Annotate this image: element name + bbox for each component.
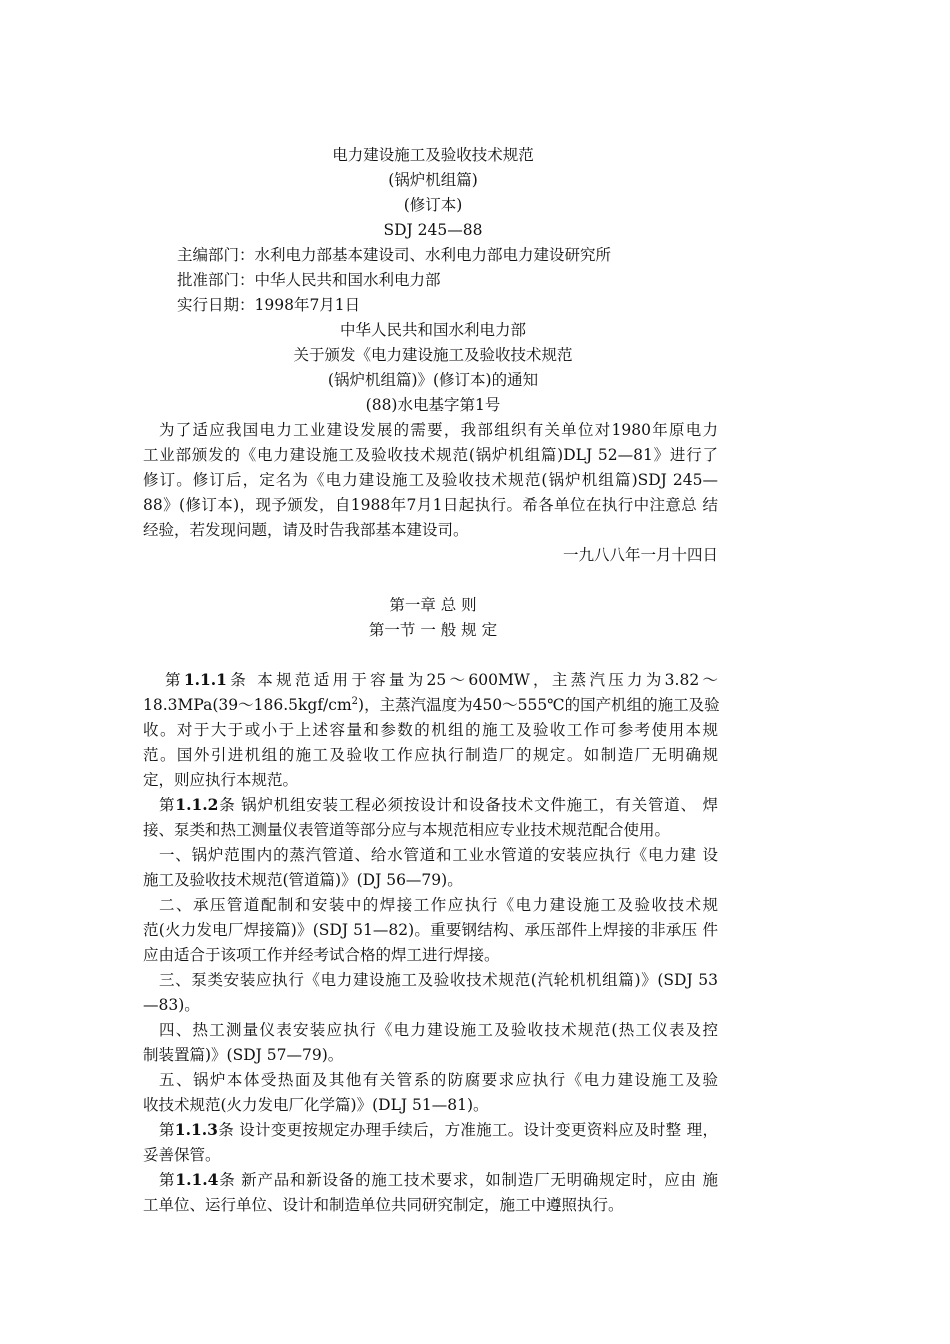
article-line: 工单位、运行单位、设计和制造单位共同研究制定，施工中遵照执行。 xyxy=(143,1196,624,1214)
item-line: 制装置篇)》(SDJ 57—79)。 xyxy=(143,1046,344,1064)
article-1-1-2-line1 xyxy=(159,793,718,817)
article-line: 范。国外引进机组的施工及验收工作应执行制造厂的规定。如制造厂无明确规 xyxy=(143,746,718,764)
article-1-1-1-line2 xyxy=(143,693,718,717)
section-title: 第一节 一 般 规 定 xyxy=(368,621,498,639)
item-line: 五、锅炉本体受热面及其他有关管系的防腐要求应执行《电力建设施工及验 xyxy=(159,1071,718,1089)
notice-body-line: 修订。修订后，定名为《电力建设施工及验收技术规范(锅炉机组篇)SDJ 245— xyxy=(143,471,718,489)
notice-number: (88)水电基字第1号 xyxy=(365,396,501,414)
editor-dept: 主编部门：水利电力部基本建设司、水利电力部电力建设研究所 xyxy=(177,246,612,264)
article-text: 条 锅炉机组安装工程必须按设计和设备技术文件施工，有关管道、 焊 xyxy=(218,796,718,814)
article-prefix: 第 xyxy=(159,796,176,814)
article-text: 条 新产品和新设备的施工技术要求，如制造厂无明确规定时，应由 施 xyxy=(218,1171,718,1189)
item-line: 应由适合于该项工作并经考试合格的焊工进行焊接。 xyxy=(143,946,500,964)
article-prefix: 第 xyxy=(165,671,184,689)
item-line: 三、泵类安装应执行《电力建设施工及验收技术规范(汽轮机机组篇)》(SDJ 53 xyxy=(159,971,718,989)
chapter-title: 第一章 总 则 xyxy=(389,596,477,614)
article-prefix: 第 xyxy=(159,1171,176,1189)
item-line: 收技术规范(火力发电厂化学篇)》(DLJ 51—81)。 xyxy=(143,1096,489,1114)
article-text: 条 设计变更按规定办理手续后，方准施工。设计变更资料应及时整 理， xyxy=(217,1121,718,1139)
article-1-1-1-line1 xyxy=(165,668,718,692)
article-number: 1.1.3 xyxy=(174,1120,218,1139)
item-line: 四、热工测量仪表安装应执行《电力建设施工及验收技术规范(热工仪表及控 xyxy=(159,1021,718,1039)
effective-date: 实行日期：1998年7月1日 xyxy=(177,296,361,314)
article-line: 收。对于大于或小于上述容量和参数的机组的施工及验收工作可参考使用本规 xyxy=(143,721,718,739)
item-line: 一、锅炉范围内的蒸汽管道、给水管道和工业水管道的安装应执行《电力建 设 xyxy=(159,846,718,864)
item-line: 范(火力发电厂焊接篇)》(SDJ 51—82)。重要钢结构、承压部件上焊接的非承压 件 xyxy=(143,921,718,939)
item-line: 施工及验收技术规范(管道篇)》(DJ 56—79)。 xyxy=(143,871,463,889)
notice-body-line: 88》(修订本)，现予颁发，自1988年7月1日起执行。希各单位在执行中注意总 结 xyxy=(143,496,718,514)
article-line: 妥善保管。 xyxy=(143,1146,221,1164)
notice-body-line: 工业部颁发的《电力建设施工及验收技术规范(锅炉机组篇)DLJ 52—81》进行了 xyxy=(143,446,718,464)
doc-title: 电力建设施工及验收技术规范 xyxy=(332,146,534,164)
doc-edition: (修订本) xyxy=(403,196,463,214)
item-line: —83)。 xyxy=(143,996,200,1014)
notice-title-line1: 关于颁发《电力建设施工及验收技术规范 xyxy=(293,346,573,364)
article-number: 1.1.2 xyxy=(175,795,219,814)
article-1-1-4-line1 xyxy=(159,1168,718,1192)
article-number: 1.1.4 xyxy=(175,1170,219,1189)
notice-body-line: 为了适应我国电力工业建设发展的需要，我部组织有关单位对1980年原电力 xyxy=(159,421,718,439)
article-number: 1.1.1 xyxy=(183,670,227,689)
notice-date: 一九八八年一月十四日 xyxy=(562,546,718,564)
article-text: 条 本规范适用于容量为25～600MW，主蒸汽压力为3.82～ xyxy=(226,671,718,689)
notice-org: 中华人民共和国水利电力部 xyxy=(339,321,526,339)
superscript: 2 xyxy=(351,695,359,707)
article-line: 定，则应执行本规范。 xyxy=(143,771,299,789)
article-line: 接、泵类和热工测量仪表管道等部分应与本规范相应专业技术规范配合使用。 xyxy=(143,821,671,839)
article-1-1-3-line1 xyxy=(159,1118,718,1142)
notice-body-line: 经验，若发现问题，请及时告我部基本建设司。 xyxy=(143,521,469,539)
approver-dept: 批准部门：中华人民共和国水利电力部 xyxy=(177,271,441,289)
article-prefix: 第 xyxy=(159,1121,175,1139)
notice-title-line2: (锅炉机组篇)》(修订本)的通知 xyxy=(327,371,539,389)
doc-subtitle: (锅炉机组篇) xyxy=(388,171,478,189)
article-text: 18.3MPa(39～186.5kgf/cm xyxy=(143,696,352,714)
article-text: )，主蒸汽温度为450～555℃的国产机组的施工及验 xyxy=(358,696,720,714)
doc-code: SDJ 245—88 xyxy=(383,221,483,239)
item-line: 二、承压管道配制和安装中的焊接工作应执行《电力建设施工及验收技术规 xyxy=(159,896,718,914)
